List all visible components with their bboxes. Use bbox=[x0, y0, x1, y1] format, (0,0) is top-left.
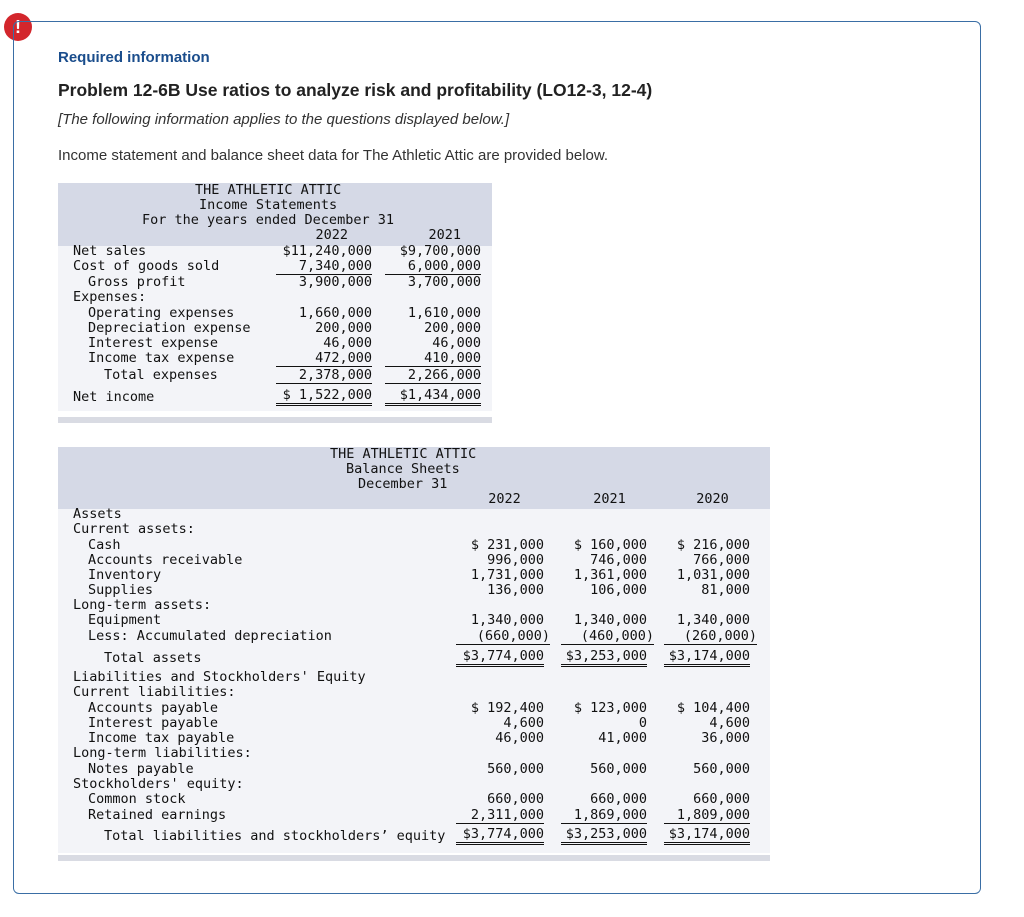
notes-payable-label: Notes payable bbox=[88, 761, 194, 777]
cogs-2022: 7,340,000 bbox=[276, 259, 372, 275]
operating-expenses-label: Operating expenses bbox=[88, 305, 235, 321]
stockholders-equity-heading: Stockholders' equity: bbox=[73, 776, 244, 792]
common-stock-2021: 660,000 bbox=[590, 791, 647, 807]
net-income-2021: $1,434,000 bbox=[385, 388, 481, 406]
income-bottom-bar bbox=[58, 417, 492, 423]
retained-earnings-2022: 2,311,000 bbox=[456, 808, 544, 824]
total-assets-2020: $3,174,000 bbox=[664, 649, 750, 667]
total-assets-label: Total assets bbox=[104, 650, 202, 666]
accounts-payable-label: Accounts payable bbox=[88, 700, 219, 716]
balance-date: December 31 bbox=[358, 476, 448, 492]
retained-earnings-2021: 1,869,000 bbox=[561, 808, 647, 824]
accumulated-depreciation-label: Less: Accumulated depreciation bbox=[88, 628, 332, 644]
equipment-2020: 1,340,000 bbox=[676, 612, 750, 628]
income-tax-expense-2022: 472,000 bbox=[276, 351, 372, 367]
income-tax-payable-2021: 41,000 bbox=[598, 730, 647, 746]
cogs-label: Cost of goods sold bbox=[73, 258, 220, 274]
balance-year-2021: 2021 bbox=[593, 491, 626, 507]
total-assets-2022: $3,774,000 bbox=[456, 649, 544, 667]
notes-payable-2020: 560,000 bbox=[693, 761, 750, 777]
interest-expense-2022: 46,000 bbox=[323, 335, 372, 351]
income-tax-expense-label: Income tax expense bbox=[88, 350, 235, 366]
total-expenses-label: Total expenses bbox=[104, 367, 218, 383]
common-stock-label: Common stock bbox=[88, 791, 186, 807]
problem-title: Problem 12-6B Use ratios to analyze risk and profitability (LO12-3, 12-4) bbox=[58, 80, 653, 100]
supplies-2022: 136,000 bbox=[487, 582, 544, 598]
long-term-assets-heading: Long-term assets: bbox=[73, 597, 212, 613]
interest-payable-label: Interest payable bbox=[88, 715, 219, 731]
intro-text: Income statement and balance sheet data for The Athletic Attic are provided below. bbox=[58, 147, 609, 164]
equipment-2021: 1,340,000 bbox=[573, 612, 647, 628]
accounts-receivable-2020: 766,000 bbox=[693, 552, 750, 568]
current-assets-heading: Current assets: bbox=[73, 521, 195, 537]
interest-payable-2021: 0 bbox=[638, 715, 647, 731]
depreciation-expense-label: Depreciation expense bbox=[88, 320, 251, 336]
common-stock-2020: 660,000 bbox=[693, 791, 750, 807]
accounts-payable-2020: $ 104,400 bbox=[676, 700, 750, 716]
gross-profit-2021: 3,700,000 bbox=[407, 274, 481, 290]
operating-expenses-2021: 1,610,000 bbox=[407, 305, 481, 321]
income-period: For the years ended December 31 bbox=[142, 212, 394, 228]
common-stock-2022: 660,000 bbox=[487, 791, 544, 807]
balance-year-2020: 2020 bbox=[696, 491, 729, 507]
income-tax-payable-2022: 46,000 bbox=[495, 730, 544, 746]
balance-bottom-bar bbox=[58, 855, 770, 861]
notes-payable-2022: 560,000 bbox=[487, 761, 544, 777]
interest-payable-2022: 4,600 bbox=[503, 715, 544, 731]
income-subtitle: Income Statements bbox=[199, 197, 338, 213]
income-title: THE ATHLETIC ATTIC bbox=[195, 182, 342, 198]
total-liabilities-equity-2020: $3,174,000 bbox=[664, 827, 750, 845]
income-tax-payable-label: Income tax payable bbox=[88, 730, 235, 746]
gross-profit-2022: 3,900,000 bbox=[298, 274, 372, 290]
accounts-payable-2022: $ 192,400 bbox=[470, 700, 544, 716]
note-text: [The following information applies to the questions displayed below.] bbox=[58, 111, 510, 128]
retained-earnings-2020: 1,809,000 bbox=[664, 808, 750, 824]
gross-profit-label: Gross profit bbox=[88, 274, 186, 290]
operating-expenses-2022: 1,660,000 bbox=[298, 305, 372, 321]
equipment-2022: 1,340,000 bbox=[470, 612, 544, 628]
interest-expense-label: Interest expense bbox=[88, 335, 219, 351]
inventory-label: Inventory bbox=[88, 567, 162, 583]
income-year-2022: 2022 bbox=[315, 227, 348, 243]
total-expenses-2022: 2,378,000 bbox=[276, 368, 372, 384]
net-sales-2022: $11,240,000 bbox=[282, 243, 372, 259]
inventory-2020: 1,031,000 bbox=[676, 567, 750, 583]
accumulated-depreciation-2022: (660,000) bbox=[456, 629, 550, 645]
interest-payable-2020: 4,600 bbox=[709, 715, 750, 731]
long-term-liabilities-heading: Long-term liabilities: bbox=[73, 745, 252, 761]
retained-earnings-label: Retained earnings bbox=[88, 807, 227, 823]
balance-subtitle: Balance Sheets bbox=[346, 461, 460, 477]
supplies-2021: 106,000 bbox=[590, 582, 647, 598]
cogs-2021: 6,000,000 bbox=[385, 259, 481, 275]
total-assets-2021: $3,253,000 bbox=[561, 649, 647, 667]
supplies-label: Supplies bbox=[88, 582, 154, 598]
inventory-2022: 1,731,000 bbox=[470, 567, 544, 583]
accounts-payable-2021: $ 123,000 bbox=[573, 700, 647, 716]
assets-heading: Assets bbox=[73, 506, 122, 522]
accounts-receivable-label: Accounts receivable bbox=[88, 552, 243, 568]
accounts-receivable-2022: 996,000 bbox=[487, 552, 544, 568]
accounts-receivable-2021: 746,000 bbox=[590, 552, 647, 568]
cash-2021: $ 160,000 bbox=[573, 537, 647, 553]
balance-title: THE ATHLETIC ATTIC bbox=[330, 446, 477, 462]
cash-2020: $ 216,000 bbox=[676, 537, 750, 553]
net-income-label: Net income bbox=[73, 389, 155, 405]
total-liabilities-equity-2021: $3,253,000 bbox=[561, 827, 647, 845]
current-liabilities-heading: Current liabilities: bbox=[73, 684, 236, 700]
total-expenses-2021: 2,266,000 bbox=[385, 368, 481, 384]
net-sales-2021: $9,700,000 bbox=[399, 243, 481, 259]
expenses-label: Expenses: bbox=[73, 289, 147, 305]
liabilities-equity-heading: Liabilities and Stockholders' Equity bbox=[73, 669, 366, 685]
depreciation-expense-2022: 200,000 bbox=[315, 320, 372, 336]
inventory-2021: 1,361,000 bbox=[573, 567, 647, 583]
accumulated-depreciation-2021: (460,000) bbox=[561, 629, 654, 645]
net-income-2022: $ 1,522,000 bbox=[276, 388, 372, 406]
total-liabilities-equity-label: Total liabilities and stockholders’ equity bbox=[104, 828, 446, 844]
notes-payable-2021: 560,000 bbox=[590, 761, 647, 777]
balance-year-2022: 2022 bbox=[488, 491, 521, 507]
accumulated-depreciation-2020: (260,000) bbox=[664, 629, 757, 645]
cash-2022: $ 231,000 bbox=[470, 537, 544, 553]
interest-expense-2021: 46,000 bbox=[432, 335, 481, 351]
total-liabilities-equity-2022: $3,774,000 bbox=[456, 827, 544, 845]
income-year-2021: 2021 bbox=[428, 227, 461, 243]
depreciation-expense-2021: 200,000 bbox=[424, 320, 481, 336]
alert-icon: ! bbox=[4, 13, 32, 41]
equipment-label: Equipment bbox=[88, 612, 162, 628]
income-tax-payable-2020: 36,000 bbox=[701, 730, 750, 746]
supplies-2020: 81,000 bbox=[701, 582, 750, 598]
income-tax-expense-2021: 410,000 bbox=[385, 351, 481, 367]
required-information-heading: Required information bbox=[58, 49, 210, 66]
cash-label: Cash bbox=[88, 537, 121, 553]
net-sales-label: Net sales bbox=[73, 243, 147, 259]
